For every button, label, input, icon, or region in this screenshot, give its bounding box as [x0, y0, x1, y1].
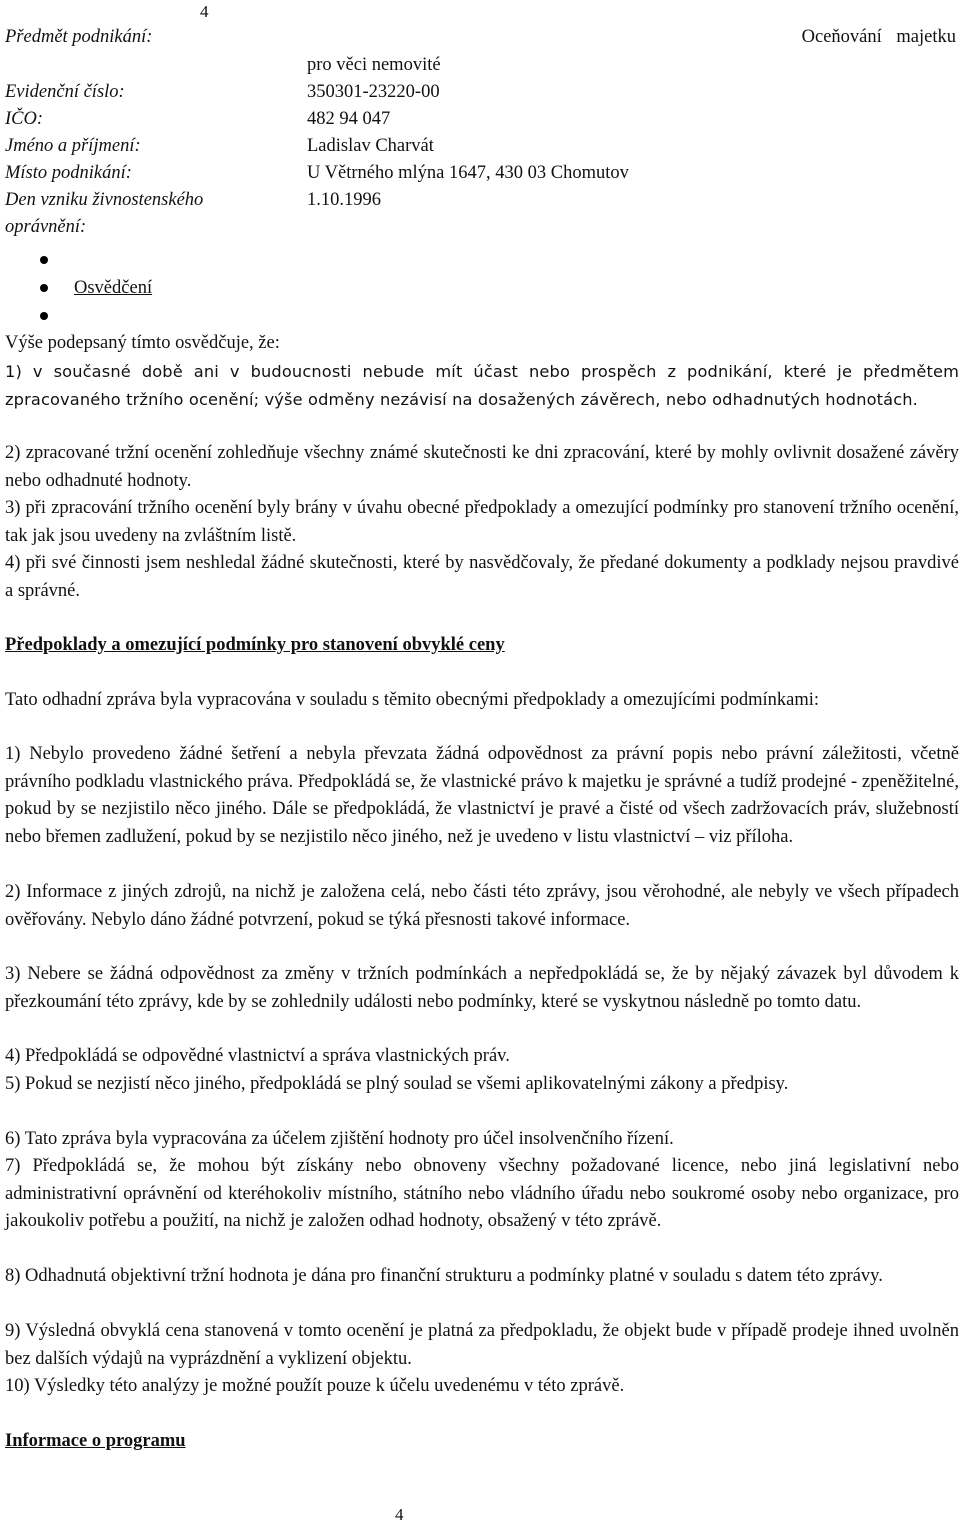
predpoklady-item-9: 9) Výsledná obvyklá cena stanovená v tomto ocenění je platná za předpokladu, že objekt bude v případě prodeje ihned uvolněn bez dalších výdajů na vyprázdnění a vyklizení objektu. [5, 1321, 959, 1369]
osvedceni-paragraph-1: 1) v současné době ani v budoucnosti nebude mít účast nebo prospěch z podnikání, které je předmětem zpracovaného tržního ocenění; výše odměny nezávisí na dosažených závěrech, nebo odhadnutých hodnotách. [5, 362, 959, 409]
page-number-bottom: 4 [395, 1505, 404, 1524]
jmeno-label: Jméno a příjmení: [5, 136, 141, 156]
predpoklady-item-5: 5) Pokud se nezjistí něco jiného, předpokládá se plný soulad se všemi aplikovatelnými zákony a předpisy. [5, 1074, 789, 1094]
den-label-line1: Den vzniku živnostenského [5, 190, 204, 210]
informace-heading: Informace o programu [5, 1431, 186, 1451]
predpoklady-item-10: 10) Výsledky této analýzy je možné použít pouze k účelu uvedenému v této zprávě. [5, 1376, 625, 1396]
osvedceni-paragraph-2: 2) zpracované tržní ocenění zohledňuje všechny známé skutečnosti ke dni zpracování, které by mohly ovlivnit dosažené závěry nebo odhadnuté hodnoty. [5, 443, 959, 491]
ico-value: 482 94 047 [307, 109, 391, 129]
page-number-top: 4 [200, 2, 209, 21]
osvedceni-paragraph-4: 4) při své činnosti jsem neshledal žádné skutečnosti, které by nasvědčovaly, že předané dokumenty a podklady nejsou pravdivé a správné. [5, 553, 959, 601]
misto-value: U Větrného mlýna 1647, 430 03 Chomutov [307, 163, 629, 183]
predmet-label: Předmět podnikání: [5, 27, 153, 47]
jmeno-value: Ladislav Charvát [307, 136, 434, 156]
predpoklady-item-4: 4) Předpokládá se odpovědné vlastnictví a správa vlastnických práv. [5, 1046, 510, 1066]
evidencni-value: 350301-23220-00 [307, 82, 440, 102]
bullet-icon [40, 284, 48, 292]
bullet-icon [40, 256, 48, 264]
predpoklady-intro: Tato odhadní zpráva byla vypracována v souladu s těmito obecnými předpoklady a omezujícími podmínkami: [5, 690, 820, 710]
predpoklady-item-7: 7) Předpokládá se, že mohou být získány nebo obnoveny všechny požadované licence, nebo jiná legislativní nebo administrativní oprávnění od kteréhokoliv místního, státního nebo vládního úřadu nebo soukromé osoby nebo organizace, pro jakoukoliv potřebu a použití, na nichž je založen odhad hodnoty, obsažený v této zprávě. [5, 1156, 959, 1231]
predmet-value-right: Oceňování majetku [801, 27, 956, 47]
osvedceni-title: Osvědčení [74, 278, 153, 298]
den-label-line2: oprávnění: [5, 217, 87, 237]
predpoklady-item-2: 2) Informace z jiných zdrojů, na nichž je založena celá, nebo části této zprávy, jsou věrohodné, ale nebyly ve všech případech ověřovány. Nebylo dáno žádné potvrzení, pokud se týká přesnosti takové informace. [5, 882, 959, 930]
ico-label: IČO: [5, 109, 44, 129]
den-value: 1.10.1996 [307, 190, 381, 210]
predpoklady-item-3: 3) Nebere se žádná odpovědnost za změny v tržních podmínkách a nepředpokládá se, že by nějaký závazek byl důvodem k přezkoumání této zprávy, kde by se zohlednily události nebo podmínky, které se vyskytnou následně po tomto datu. [5, 964, 959, 1012]
predpoklady-item-8: 8) Odhadnutá objektivní tržní hodnota je dána pro finanční strukturu a podmínky platné v souladu s datem této zprávy. [5, 1266, 883, 1286]
predmet-value-line2: pro věci nemovité [307, 55, 441, 75]
osvedceni-intro: Výše podepsaný tímto osvědčuje, že: [5, 333, 280, 353]
predpoklady-item-6: 6) Tato zpráva byla vypracována za účelem zjištění hodnoty pro účel insolvenčního řízení. [5, 1129, 674, 1149]
predpoklady-heading: Předpoklady a omezující podmínky pro stanovení obvyklé ceny [5, 635, 505, 655]
osvedceni-paragraph-3: 3) při zpracování tržního ocenění byly brány v úvahu obecné předpoklady a omezující podmínky pro stanovení tržního ocenění, tak jak jsou uvedeny na zvláštním listě. [5, 498, 959, 546]
predpoklady-item-1: 1) Nebylo provedeno žádné šetření a nebyla převzata žádná odpovědnost za právní popis nebo právní záležitosti, včetně právního podkladu vlastnického práva. Předpokládá se, že vlastnické právo k majetku je správné a tudíž prodejné - zpeněžitelné, pokud by se nezjistilo něco jiného. Dále se předpokládá, že vlastnictví je pravé a čisté od všech zadržovacích práv, služebností nebo břemen zadlužení, pokud by se nezjistilo něco jiného, než je uvedeno v listu vlastnictví – viz příloha. [5, 744, 959, 847]
evidencni-label: Evidenční číslo: [5, 82, 125, 102]
bullet-icon [40, 312, 48, 320]
misto-label: Místo podnikání: [5, 163, 132, 183]
